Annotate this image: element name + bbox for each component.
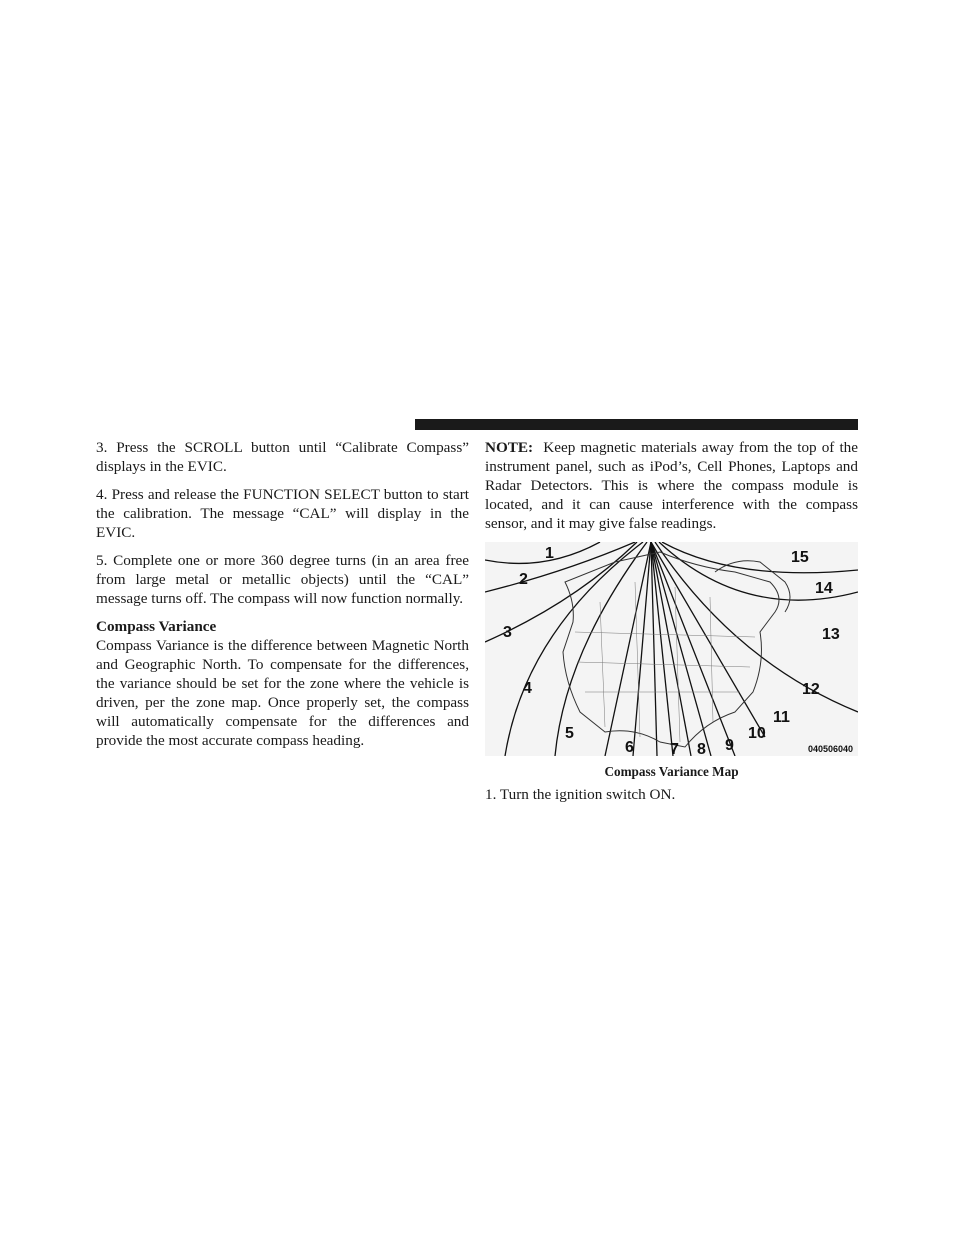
zone-label-1: 1 <box>545 545 554 562</box>
zone-label-2: 2 <box>519 571 528 588</box>
section-heading: Compass Variance <box>96 618 217 635</box>
zone-label-6: 6 <box>625 739 634 756</box>
zone-label-5: 5 <box>565 725 574 742</box>
zone-label-3: 3 <box>503 624 512 641</box>
zone-label-9: 9 <box>725 737 734 754</box>
image-code: 040506040 <box>808 744 854 754</box>
step-5-text: 5. Complete one or more 360 degree turns (in an area free from large metal or metallic objects) until the “CAL” message turns off. The compass will now function normally. <box>96 552 469 607</box>
zone-label-4: 4 <box>523 680 532 697</box>
left-column <box>96 438 469 759</box>
figure-caption: Compass Variance Map <box>604 764 739 779</box>
step-3-text: 3. Press the SCROLL button until “Calibrate Compass” displays in the EVIC. <box>96 439 469 475</box>
note-label: NOTE: <box>485 439 534 456</box>
step-4-text: 4. Press and release the FUNCTION SELECT button to start the calibration. The message “CAL” will display in the EVIC. <box>96 486 469 541</box>
zone-label-11: 11 <box>773 709 790 726</box>
compass-variance-map <box>485 542 858 756</box>
zone-label-10: 10 <box>748 725 766 742</box>
note-paragraph <box>485 438 858 533</box>
header-bar <box>415 419 858 430</box>
zone-label-13: 13 <box>822 626 840 643</box>
zone-label-15: 15 <box>791 549 809 566</box>
map-illustration <box>485 542 858 756</box>
right-column <box>485 438 858 813</box>
zone-label-8: 8 <box>697 741 706 756</box>
zone-label-14: 14 <box>815 580 833 597</box>
zone-label-12: 12 <box>802 681 820 698</box>
zone-label-7: 7 <box>670 741 679 756</box>
section-body: Compass Variance is the difference between Magnetic North and Geographic North. To compensate for the differences, the variance should be set for the zone where the vehicle is driven, per the zone map. Once properly set, the compass will automatically compensate for the differences and provide the most accurate compass heading. <box>96 637 469 749</box>
note-text: Keep magnetic materials away from the top of the instrument panel, such as iPod’s, Cell Phones, Laptops and Radar Detectors. This is where the compass module is located, and it can cause interference with the compass sensor, and it may give false readings. <box>485 439 858 532</box>
step-1-text: 1. Turn the ignition switch ON. <box>485 786 676 803</box>
